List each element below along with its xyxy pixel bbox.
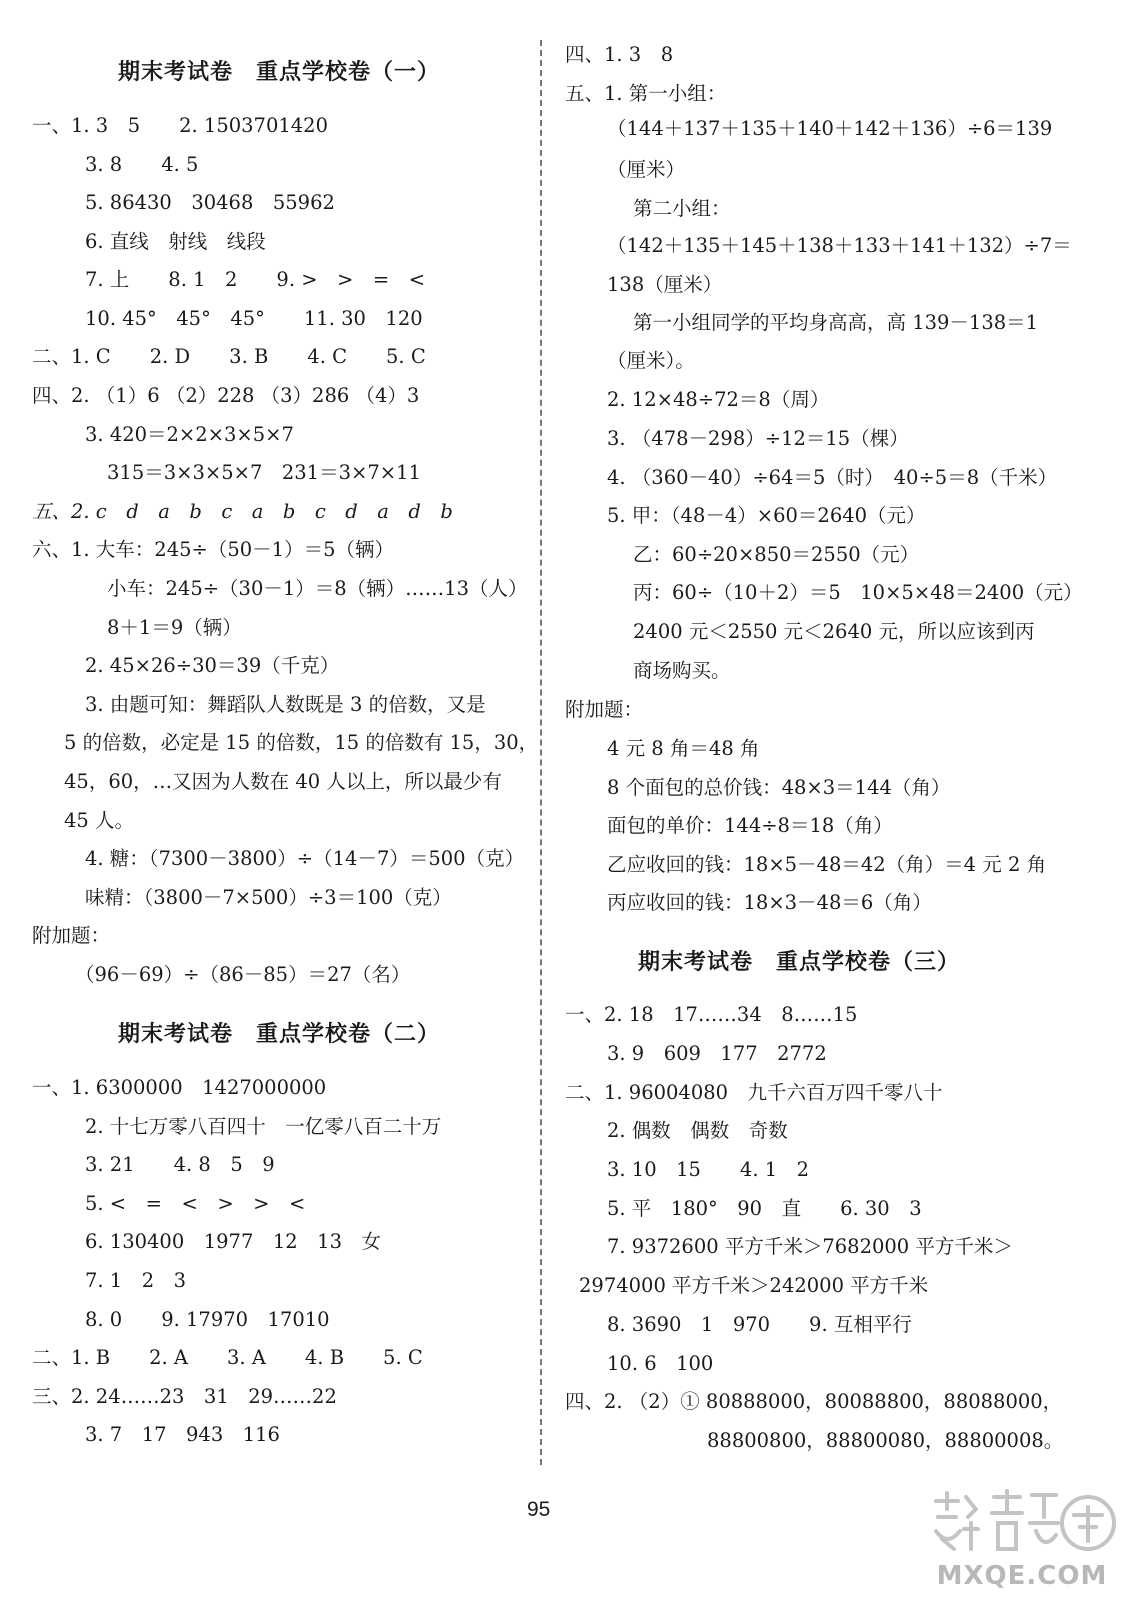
answer-line: 第二小组： [633,197,731,220]
section-title-2: 期末考试卷 重点学校卷（二） [118,1022,441,1047]
answer-line: 第一小组同学的平均身高高，高 139－138＝1 [633,311,1039,334]
answer-line: 3. 7 17 943 116 [85,1423,280,1446]
section-title-1: 期末考试卷 重点学校卷（一） [118,60,441,85]
answer-line: 315＝3×3×5×7 231＝3×7×11 [107,461,421,484]
answer-line: 2. 偶数 偶数 奇数 [607,1119,788,1142]
answer-line: 四、2. （2）① 80888000，80088800，88088000， [565,1390,1063,1413]
answer-line: 2. 十七万零八百四十 一亿零八百二十万 [85,1115,442,1138]
answer-line: 8. 3690 1 970 9. 互相平行 [607,1313,912,1336]
answer-line: 7. 上 8. 1 2 9. > > = < [85,268,426,291]
answer-line: 五、2. c d a b c a b c d a d b [32,500,453,523]
answer-line: （144＋137＋135＋140＋142＋136）÷6＝139 [607,117,1053,140]
answer-line: 四、1. 3 8 [565,43,674,66]
answer-line: 5. 甲：（48－4）×60＝2640（元） [607,504,926,527]
answer-line: 乙应收回的钱：18×5－48＝42（角）＝4 元 2 角 [607,853,1047,876]
answer-line: 8. 0 9. 17970 17010 [85,1308,330,1331]
answer-line: 4. （360－40）÷64＝5（时） 40÷5＝8（千米） [607,466,1058,489]
answer-line: 5. 86430 30468 55962 [85,191,335,214]
answer-line: 二、1. B 2. A 3. A 4. B 5. C [32,1346,423,1369]
answer-line: 3. 10 15 4. 1 2 [607,1158,810,1181]
answer-line: 附加题： [565,698,644,721]
answer-line: 五、1. 第一小组： [565,82,727,105]
answer-line: 2400 元＜2550 元＜2640 元，所以应该到丙 [633,620,1035,643]
answer-line: （96－69）÷（86－85）＝27（名） [75,963,411,986]
answer-line: 面包的单价：144÷8＝18（角） [607,814,893,837]
answer-line: 3. 21 4. 8 5 9 [85,1153,275,1176]
answer-line: 5 的倍数，必定是 15 的倍数，15 的倍数有 15，30， [64,731,539,754]
answer-line: （厘米） [607,158,686,181]
answer-line: 3. （478－298）÷12＝15（棵） [607,427,909,450]
watermark-logo-icon [928,1487,1116,1557]
answer-line: 7. 1 2 3 [85,1269,187,1292]
answer-line: 88800800，88800080，88800008。 [707,1429,1064,1452]
answer-line: 3. 9 609 177 2772 [607,1042,827,1065]
answer-line: 5. 平 180° 90 直 6. 30 3 [607,1197,922,1220]
answer-line: 5. < = < > > < [85,1192,306,1215]
answer-line: 乙：60÷20×850＝2550（元） [633,543,920,566]
answer-line: 8＋1＝9（辆） [107,616,242,639]
answer-line: 商场购买。 [633,659,731,682]
answer-line: 4. 糖：（7300－3800）÷（14－7）＝500（克） [85,847,525,870]
answer-line: 3. 420＝2×2×3×5×7 [85,423,294,446]
answer-line: （厘米）。 [607,349,695,372]
answer-line: 45，60，…又因为人数在 40 人以上，所以最少有 [64,770,502,793]
answer-line: 六、1. 大车：245÷（50－1）＝5（辆） [32,538,394,561]
answer-line: 4 元 8 角＝48 角 [607,737,760,760]
answer-line: 三、2. 24……23 31 29……22 [32,1385,337,1408]
answer-line: 一、1. 6300000 1427000000 [32,1076,327,1099]
answer-line: 味精：（3800－7×500）÷3＝100（克） [85,886,452,909]
answer-line: 2. 12×48÷72＝8（周） [607,388,830,411]
answer-line: 45 人。 [64,809,135,832]
answer-line: 3. 8 4. 5 [85,153,199,176]
answer-line: 附加题： [32,924,111,947]
answer-line: （142＋135＋145＋138＋133＋141＋132）÷7＝ [607,234,1072,257]
answer-line: 丙应收回的钱：18×3－48＝6（角） [607,891,932,914]
answer-line: 一、2. 18 17……34 8……15 [565,1003,858,1026]
answer-line: 二、1. C 2. D 3. B 4. C 5. C [32,345,426,368]
answer-line: 丙：60÷（10＋2）＝5 10×5×48＝2400（元） [633,581,1083,604]
answer-line: 10. 45° 45° 45° 11. 30 120 [85,307,423,330]
column-divider [540,40,542,1465]
answer-line: 6. 130400 1977 12 13 女 [85,1230,381,1253]
section-title-3: 期末考试卷 重点学校卷（三） [638,950,961,975]
answer-line: 2. 45×26÷30＝39（千克） [85,654,340,677]
page-number: 95 [527,1498,551,1521]
answer-line: 小车：245÷（30－1）＝8（辆）……13（人） [107,577,528,600]
answer-line: 6. 直线 射线 线段 [85,230,266,253]
answer-line: 四、2. （1）6 （2）228 （3）286 （4）3 [32,384,420,407]
answer-line: 二、1. 96004080 九千六百万四千零八十 [565,1081,943,1104]
answer-line: 3. 由题可知：舞蹈队人数既是 3 的倍数，又是 [85,693,486,716]
answer-line: 138（厘米） [607,273,723,296]
answer-line: 2974000 平方千米＞242000 平方千米 [579,1274,929,1297]
watermark [928,1487,1116,1595]
answer-line: 8 个面包的总价钱：48×3＝144（角） [607,776,951,799]
watermark-url: MXQE.COM [936,1561,1108,1591]
answer-line: 10. 6 100 [607,1352,714,1375]
answer-line: 一、1. 3 5 2. 1503701420 [32,114,328,137]
answer-line: 7. 9372600 平方千米＞7682000 平方千米＞ [607,1235,1013,1258]
